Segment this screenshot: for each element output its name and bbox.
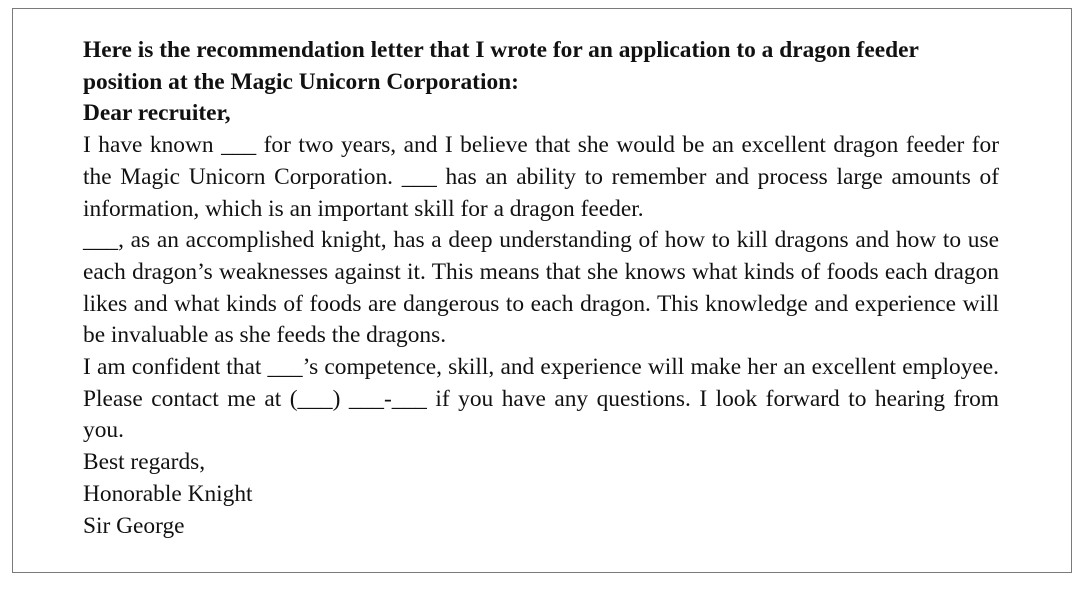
letter-closing: Best regards, (83, 449, 206, 476)
letter-salutation: Dear recruiter, (83, 100, 231, 127)
letter-paragraph: I am confident that ___’s competence, skill, and experience will make her an excellent employee. Please contact me at (___) ___-___ if you have any questions. I look forward to hearing from you. (83, 354, 999, 444)
letter-paragraph: I have known ___ for two years, and I believe that she would be an excellent dragon feeder for the Magic Unicorn Corporation. ___ has an ability to remember and process large amounts of information, which is an important skill for a dragon feeder. (83, 132, 999, 222)
recommendation-letter (83, 35, 999, 542)
letter-frame (12, 8, 1072, 573)
letter-paragraph: ___, as an accomplished knight, has a deep understanding of how to kill dragons and how to use each dragon’s weaknesses against it. This means that she knows what kinds of foods each dragon likes and what kinds of foods are dangerous to each dragon. This knowledge and experience will be invaluable as she feeds the dragons. (83, 227, 999, 349)
signature-title: Honorable Knight (83, 480, 253, 507)
signature-name: Sir George (83, 512, 185, 539)
letter-intro: Here is the recommendation letter that I wrote for an application to a dragon feeder position at the Magic Unicorn Corporation: (83, 37, 919, 95)
